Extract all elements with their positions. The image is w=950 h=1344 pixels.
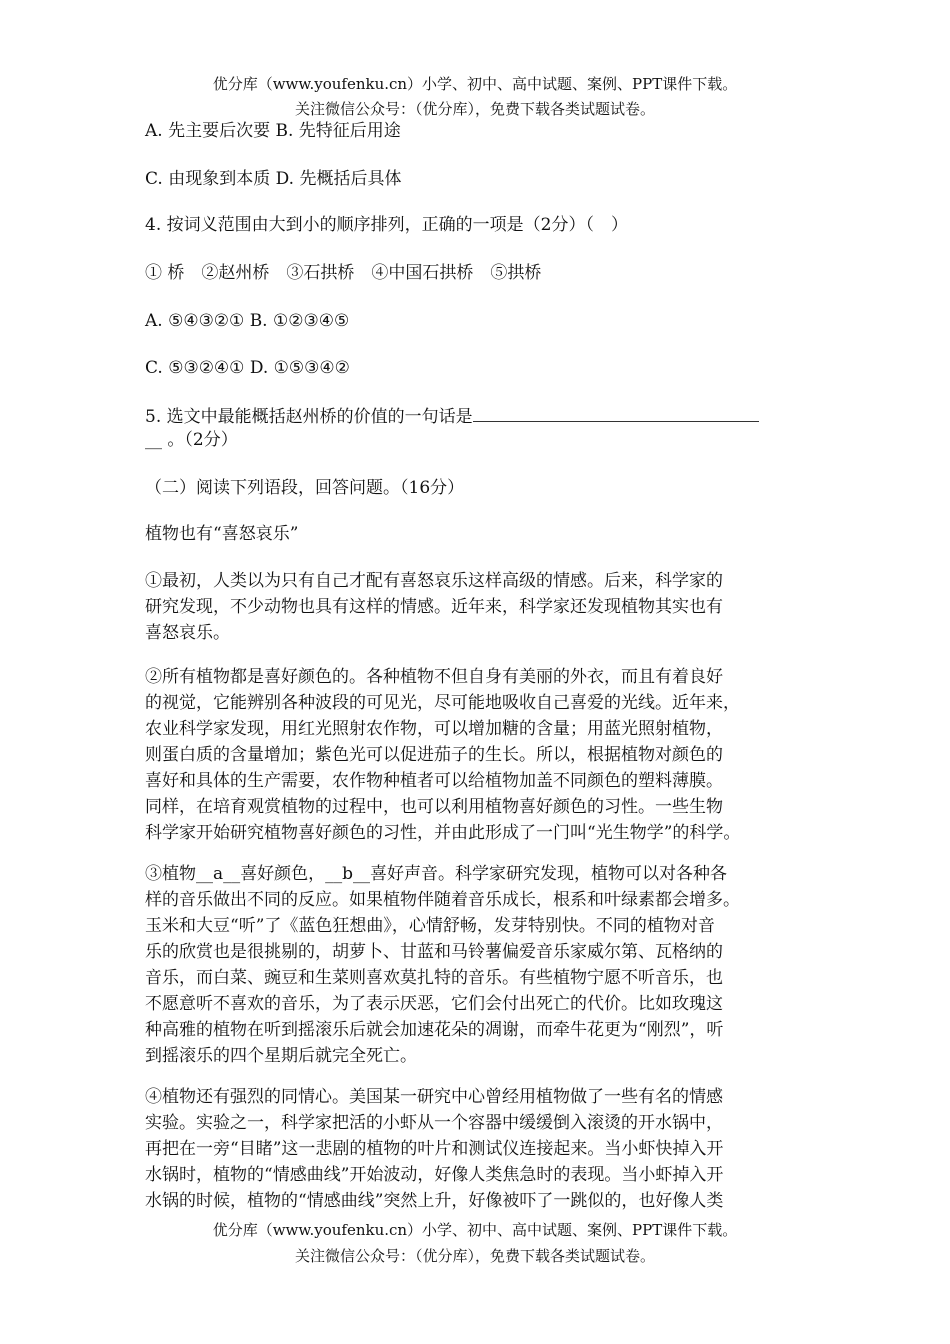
answer-blank [473, 404, 759, 422]
q4-options-cd: C. ⑤③②④① D. ①⑤③④② [145, 358, 350, 378]
q4-options-ab: A. ⑤④③②① B. ①②③④⑤ [145, 311, 350, 331]
paragraph-line: 科学家开始研究植物喜好颜色的习性，并由此形成了一门叫“光生物学”的科学。 [145, 823, 741, 843]
paragraph-line: 玉米和大豆“听”了《蓝色狂想曲》，心情舒畅，发芽特别快。不同的植物对音 [145, 916, 715, 936]
paragraph-line: ①最初，人类以为只有自己才配有喜怒哀乐这样高级的情感。后来，科学家的 [145, 571, 723, 591]
q5-stem-line [145, 404, 759, 429]
paragraph-line: 乐的欣赏也是很挑剔的，胡萝卜、甘蓝和马铃薯偏爱音乐家威尔第、瓦格纳的 [145, 942, 723, 962]
q4-stem: 4. 按词义范围由大到小的顺序排列，正确的一项是（2分）（ ） [145, 215, 628, 235]
paragraph-line: 到摇滚乐的四个星期后就完全死亡。 [145, 1046, 417, 1066]
paragraph-4 [145, 1084, 810, 1214]
paragraph-line: 音乐，而白菜、豌豆和生菜则喜欢莫扎特的音乐。有些植物宁愿不听音乐，也 [145, 968, 723, 988]
paragraph-line: 不愿意听不喜欢的音乐，为了表示厌恶，它们会付出死亡的代价。比如玫瑰这 [145, 994, 723, 1014]
passage-title: 植物也有“喜怒哀乐” [145, 524, 299, 544]
footer-line-1: 优分库（www.youfenku.cn）小学、初中、高中试题、案例、PPT课件下载。 [212, 1221, 738, 1239]
q5-stem: 5. 选文中最能概括赵州桥的价值的一句话是 [145, 407, 473, 427]
header-line-2: 关注微信公众号：（优分库），免费下载各类试题试卷。 [294, 100, 655, 118]
paragraph-2 [145, 664, 810, 846]
paragraph-line: 喜好和具体的生产需要，农作物种植者可以给植物加盖不同颜色的塑料薄膜。 [145, 771, 723, 791]
paragraph-line: ③植物__a__喜好颜色，__b__喜好声音。科学家研究发现，植物可以对各种各 [145, 864, 728, 884]
header-line-1: 优分库（www.youfenku.cn）小学、初中、高中试题、案例、PPT课件下载。 [212, 75, 738, 93]
paragraph-line: ④植物还有强烈的同情心。美国某一研究中心曾经用植物做了一些有名的情感 [145, 1087, 723, 1107]
paragraph-line: 则蛋白质的含量增加；紫色光可以促进茄子的生长。所以，根据植物对颜色的 [145, 745, 723, 765]
paragraph-3 [145, 861, 810, 1069]
paragraph-line: 水锅的时候，植物的“情感曲线”突然上升，好像被吓了一跳似的，也好像人类 [145, 1191, 724, 1211]
paragraph-1 [145, 568, 810, 646]
paragraph-line: 种高雅的植物在听到摇滚乐后就会加速花朵的凋谢，而牵牛花更为“刚烈”，听 [145, 1020, 724, 1040]
paragraph-line: 的视觉，它能辨别各种波段的可见光，尽可能地吸收自己喜爱的光线。近年来， [145, 693, 740, 713]
paragraph-line: 研究发现，不少动物也具有这样的情感。近年来，科学家还发现植物其实也有 [145, 597, 723, 617]
paragraph-line: ②所有植物都是喜好颜色的。各种植物不但自身有美丽的外衣，而且有着良好 [145, 667, 723, 687]
q3-options-cd: C. 由现象到本质 D. 先概括后具体 [145, 169, 402, 189]
paragraph-line: 实验。实验之一，科学家把活的小虾从一个容器中缓缓倒入滚烫的开水锅中， [145, 1113, 723, 1133]
paragraph-line: 再把在一旁“目睹”这一悲剧的植物的叶片和测试仪连接起来。当小虾快掉入开 [145, 1139, 724, 1159]
paragraph-line: 喜怒哀乐。 [145, 623, 230, 643]
q4-items: ① 桥 ②赵州桥 ③石拱桥 ④中国石拱桥 ⑤拱桥 [145, 263, 542, 283]
paragraph-line: 样的音乐做出不同的反应。如果植物伴随着音乐成长，根系和叶绿素都会增多。 [145, 890, 740, 910]
section-heading: （二）阅读下列语段，回答问题。（16分） [145, 478, 465, 498]
paragraph-line: 同样，在培育观赏植物的过程中，也可以利用植物喜好颜色的习性。一些生物 [145, 797, 723, 817]
paragraph-line: 水锅时，植物的“情感曲线”开始波动，好像人类焦急时的表现。当小虾掉入开 [145, 1165, 724, 1185]
paragraph-line: 农业科学家发现，用红光照射农作物，可以增加糖的含量；用蓝光照射植物， [145, 719, 723, 739]
q5-tail: __ 。（2分） [145, 430, 238, 450]
footer-line-2: 关注微信公众号：（优分库），免费下载各类试题试卷。 [294, 1247, 655, 1265]
q3-options-ab: A. 先主要后次要 B. 先特征后用途 [145, 121, 401, 141]
